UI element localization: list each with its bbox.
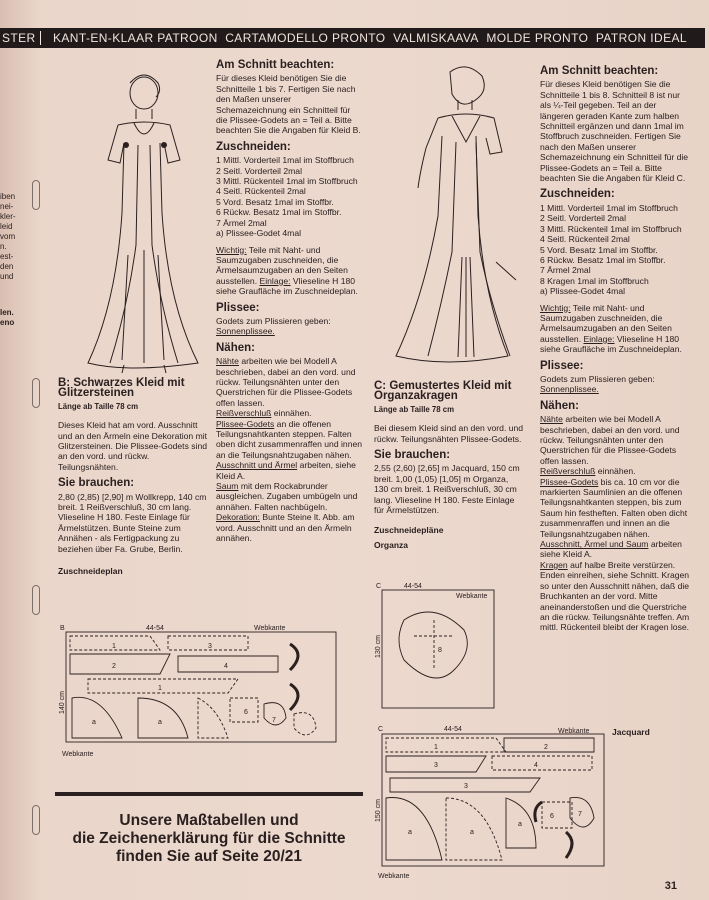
naehen-val: arbeiten wie bei Modell A beschrieben, dabei an den vord. und rückw. Teilungsnähten unter den Querstrichen für die Plissee-Godets offen lassen. [216, 356, 356, 408]
model-b-description: Dieses Kleid hat am vord. Ausschnitt und an den Ärmeln eine Dekoration mit Glitzersteinen. Die Plissee-Godets sind an den vord. und rückw. Teilungsnähten. [58, 420, 208, 472]
plan-b-selvage: Webkante [254, 625, 286, 632]
cut-item: 6 Rückw. Besatz 1mal im Stoffbr. [540, 254, 666, 265]
schnitt-heading: Am Schnitt beachten: [216, 59, 335, 71]
header-item: VALMISKAAVA [393, 31, 479, 45]
naehen-key: Dekoration: [216, 512, 260, 523]
sliver-line: est- [0, 252, 14, 261]
cut-item: 5 Vord. Besatz 1mal im Stoffbr. [540, 244, 658, 255]
sliver-line: iben [0, 192, 16, 201]
svg-text:3: 3 [434, 762, 438, 769]
sliver-line: n. [0, 242, 7, 251]
organza-code: C [376, 583, 382, 590]
naehen-val: bis ca. 10 cm vor die markierten Saumlinien an die offenen Teilungsnahtkanten steppen, bis zum Saum hin festheften. Falten oben dicht zusammenraffen und innen an die Teilungsnahtzugaben nähen. [540, 476, 688, 539]
svg-text:2: 2 [544, 744, 548, 751]
naehen-key: Reißverschluß [540, 466, 596, 477]
cut-item: 4 Seitl. Rückenteil 2mal [216, 186, 306, 197]
plan-b-bottom: Webkante [62, 751, 94, 758]
model-c-need-text: 2,55 (2,60) [2,65] m Jacquard, 150 cm breit. 1,00 (1,05) [1,05] m Organza, 130 cm breit. 1 Reißverschluß, 30 cm lang. Vlieseline H 180. Feste Einlage für Ärmelstützen. [374, 463, 520, 516]
svg-text:8: 8 [438, 647, 442, 654]
cutting-plan-jacquard [374, 722, 610, 880]
model-b-length: Länge ab Taille 78 cm [58, 401, 139, 411]
naehen-key: Saum [216, 481, 239, 492]
cut-item: 8 Kragen 1mal im Stoffbruch [540, 275, 649, 286]
sliver-line: leid [0, 222, 13, 231]
sliver-line: kler- [0, 212, 16, 221]
plan-b-code: B [60, 625, 65, 632]
naehen-key: Ausschnitt, Ärmel und Saum [540, 539, 649, 550]
binding-ring [32, 180, 40, 210]
right-column [540, 66, 690, 633]
naehen-key: Kragen [540, 559, 568, 570]
sliver-line: eno [0, 318, 15, 327]
svg-text:1: 1 [112, 643, 116, 650]
plissee-text [216, 316, 364, 337]
cut-note [216, 245, 364, 297]
cut-item: 2 Seitl. Vorderteil 2mal [540, 213, 626, 224]
svg-text:7: 7 [578, 811, 582, 818]
naehen-val: arbeiten siehe Kleid A. [540, 539, 682, 560]
svg-text:a: a [408, 829, 412, 836]
cut-item: 7 Ärmel 2mal [540, 265, 591, 276]
svg-text:a: a [470, 829, 474, 836]
jacquard-code: C [378, 726, 384, 733]
header-bar [0, 28, 705, 48]
cut-heading: Zuschneiden: [216, 140, 291, 153]
cutting-plan-b [58, 624, 350, 760]
svg-text:6: 6 [550, 813, 554, 820]
header-lead: STER [0, 31, 41, 45]
binding-ring [32, 378, 40, 408]
svg-text:a: a [158, 719, 162, 726]
naehen-key: Plissee-Godets [540, 476, 599, 487]
binding-ring [32, 585, 40, 615]
model-b-block [58, 378, 208, 581]
header-item: KANT-EN-KLAAR PATROON [53, 31, 218, 45]
svg-text:3: 3 [464, 783, 468, 790]
schnitt-text: Für dieses Kleid benötigen Sie die Schnitteile 1 bis 8. Schnitteil 8 ist nur als ¼-Teil gegeben. Teil an der längeren geraden Kante zum halben Schnitteil ergänzen und dann 1mal im Stoffbruch zuschneiden. Fertigen Sie nach den Maßen unserer Schemazeichnung ein Schnitteil für die Plissee-Godets an = Teil a. Bitte beachten Sie die Angaben für Kleid C. [540, 79, 689, 184]
plissee-heading: Plissee: [540, 359, 584, 372]
organza-width: 130 cm [375, 635, 382, 658]
plissee-text [540, 374, 690, 395]
previous-page-sliver [0, 192, 36, 328]
plan-b-sizes: 44-54 [146, 625, 164, 632]
cut-item: 6 Rückw. Besatz 1mal im Stoffbr. [216, 207, 342, 218]
svg-text:3: 3 [208, 643, 212, 650]
plissee-b: Sonnenplissee. [216, 326, 275, 337]
naehen-heading: Nähen: [540, 399, 579, 412]
plan-b-width: 140 cm [59, 691, 66, 714]
naehen-val: arbeiten wie bei Modell A beschrieben, dabei an den vord. und rückw. Teilungsnähten unter den Querstrichen für die Plissee-Godets offen lassen. [540, 414, 680, 466]
cut-item: 3 Mittl. Rückenteil 1mal im Stoffbruch [216, 176, 358, 187]
note-label: Wichtig: [540, 302, 571, 313]
schnitt-text: Für dieses Kleid benötigen Sie die Schnitteile 1 bis 7. Fertigen Sie nach den Maßen unserer Schemazeichnung ein Schnitteil für die Plissee-Godets an = Teil a. Bitte beachten Sie die Angaben für Kleid B. [216, 73, 361, 136]
naehen-val: einnähen. [271, 408, 312, 419]
sliver-line: und [0, 272, 14, 281]
cut-item: a) Plissee-Godet 4mal [540, 286, 626, 297]
model-b-need-text: 2,80 (2,85) [2,90] m Wollkrepp, 140 cm breit. 1 Reißverschluß, 30 cm lang. Vlieseline H 180. Feste Einlage für Ärmelstützen. Bunte Steine zum Annähen - als Fertigpackung zu beziehen über Fa. Grube, Berlin. [58, 491, 207, 554]
cut-heading: Zuschneiden: [540, 188, 615, 201]
cutting-plan-organza [374, 580, 504, 714]
note-text: Teile mit Naht- und Saumzugaben zuschneiden, die Ärmelsaumzugaben an den Seiten ausstellen. [216, 244, 348, 286]
model-b-title: B: Schwarzes Kleid mit Glitzersteinen [58, 377, 185, 400]
naehen-val: arbeiten, siehe Kleid A. [216, 460, 356, 481]
model-c-title: C: Gemustertes Kleid mit Organzakragen [374, 380, 512, 403]
naehen-key: Reißverschluß [216, 408, 272, 419]
naehen-val: an die offenen Teilungsnahtkanten steppen. Falten oben dicht zusammenraffen und innen an die Teilungsnahtzugaben nähen. [216, 418, 363, 460]
naehen-key: Nähte [540, 414, 563, 425]
cut-item: 4 Seitl. Rückenteil 2mal [540, 234, 630, 245]
cut-list [216, 155, 364, 238]
organza-label: Organza [374, 539, 409, 550]
naehen-val: einnähen. [595, 466, 636, 477]
plissee-heading: Plissee: [216, 301, 260, 314]
note-label: Wichtig: [216, 244, 247, 255]
notice-line: finden Sie auf Seite 20/21 [115, 848, 303, 865]
naehen-heading: Nähen: [216, 341, 255, 354]
note-text: Vlieseline H 180 siehe Graufläche im Zuschneideplan. [540, 333, 682, 355]
middle-column [216, 60, 364, 543]
svg-text:6: 6 [244, 709, 248, 716]
naehen-val: auf halbe Breite verstürzen. Enden einreihen, siehe Schnitt. Kragen so unter den Ausschnitt nähen, daß die Bruchkanten an der vord. Mitte aneinanderstoßen und die Querstriche an die rückw. Teilungsnähte treffen. Am mittl. Rückenteil bleibt der Kragen lose. [540, 559, 690, 633]
model-b-need-heading: Sie brauchen: [58, 477, 135, 490]
header-item: PATRON IDEAL [595, 31, 687, 45]
svg-text:2: 2 [112, 663, 116, 670]
svg-text:a: a [92, 719, 96, 726]
note-text: Teile mit Naht- und Saumzugaben zuschneiden, die Ärmelsaumzugaben an den Seiten ausstellen. [540, 302, 672, 344]
cut-item: a) Plissee-Godet 4mal [216, 228, 302, 239]
schnitt-heading: Am Schnitt beachten: [540, 65, 659, 77]
cut-item: 5 Vord. Besatz 1mal im Stoffbr. [216, 196, 334, 207]
cut-item: 1 Mittl. Vorderteil 1mal im Stoffbruch [540, 202, 678, 213]
note-label: Einlage: [259, 275, 291, 286]
dress-c-illustration [392, 62, 532, 367]
header-item: MOLDE PRONTO [486, 31, 589, 45]
svg-text:4: 4 [534, 762, 538, 769]
svg-text:1: 1 [158, 685, 162, 692]
organza-selvage: Webkante [456, 593, 488, 600]
cut-note [540, 303, 690, 355]
sliver-line: nei- [0, 202, 14, 211]
svg-text:7: 7 [272, 717, 276, 724]
measurement-notice [55, 792, 363, 866]
dress-b-illustration [78, 65, 208, 375]
sliver-line: vom [0, 232, 16, 241]
model-b-plan-label: Zuschneideplan [58, 566, 123, 577]
naehen-text [216, 356, 364, 543]
naehen-text [540, 414, 690, 633]
organza-sizes: 44-54 [404, 583, 422, 590]
sliver-line: den [0, 262, 14, 271]
cut-item: 7 Ärmel 2mal [216, 217, 267, 228]
cut-item: 1 Mittl. Vorderteil 1mal im Stoffbruch [216, 155, 354, 166]
note-label: Einlage: [583, 333, 615, 344]
naehen-val: Bunte Steine lt. Abb. am vord. Ausschnitt und an den Ärmeln annähen. [216, 512, 355, 544]
jacquard-selvage: Webkante [558, 728, 590, 735]
plissee-b: Sonnenplissee. [540, 384, 599, 395]
jacquard-sizes: 44-54 [444, 726, 462, 733]
jacquard-bottom: Webkante [378, 873, 410, 880]
note-text: Vlieseline H 180 siehe Graufläche im Zuschneideplan. [216, 275, 358, 297]
sliver-line: len. [0, 308, 14, 317]
model-c-description: Bei diesem Kleid sind an den vord. und rückw. Teilungsnähten Plissee-Godets. [374, 423, 524, 444]
model-c-block [374, 381, 524, 554]
naehen-key: Nähte [216, 356, 239, 367]
jacquard-label: Jacquard [612, 727, 650, 737]
cut-list [540, 203, 690, 297]
cut-item: 2 Seitl. Vorderteil 2mal [216, 165, 302, 176]
svg-text:a: a [518, 821, 522, 828]
binding-ring [32, 805, 40, 835]
plissee-a: Godets zum Plissieren geben: [216, 315, 331, 326]
plissee-a: Godets zum Plissieren geben: [540, 373, 655, 384]
naehen-key: Ausschnitt und Ärmel [216, 460, 298, 471]
cut-item: 3 Mittl. Rückenteil 1mal im Stoffbruch [540, 223, 682, 234]
svg-text:4: 4 [224, 663, 228, 670]
naehen-val: mit dem Rockabrunder ausgleichen. Zugaben umbügeln und annähen. Falten nachbügeln. [216, 481, 358, 512]
svg-text:1: 1 [434, 744, 438, 751]
notice-line: die Zeichenerklärung für die Schnitte [72, 830, 346, 847]
model-c-need-heading: Sie brauchen: [374, 449, 451, 462]
page-number: 31 [664, 880, 677, 892]
jacquard-width: 150 cm [375, 799, 382, 822]
model-c-length: Länge ab Taille 78 cm [374, 404, 455, 414]
model-c-plans-label: Zuschneidepläne [374, 525, 444, 536]
naehen-key: Plissee-Godets [216, 418, 275, 429]
header-item: CARTAMODELLO PRONTO [225, 31, 386, 45]
notice-line: Unsere Maßtabellen und [119, 812, 299, 829]
